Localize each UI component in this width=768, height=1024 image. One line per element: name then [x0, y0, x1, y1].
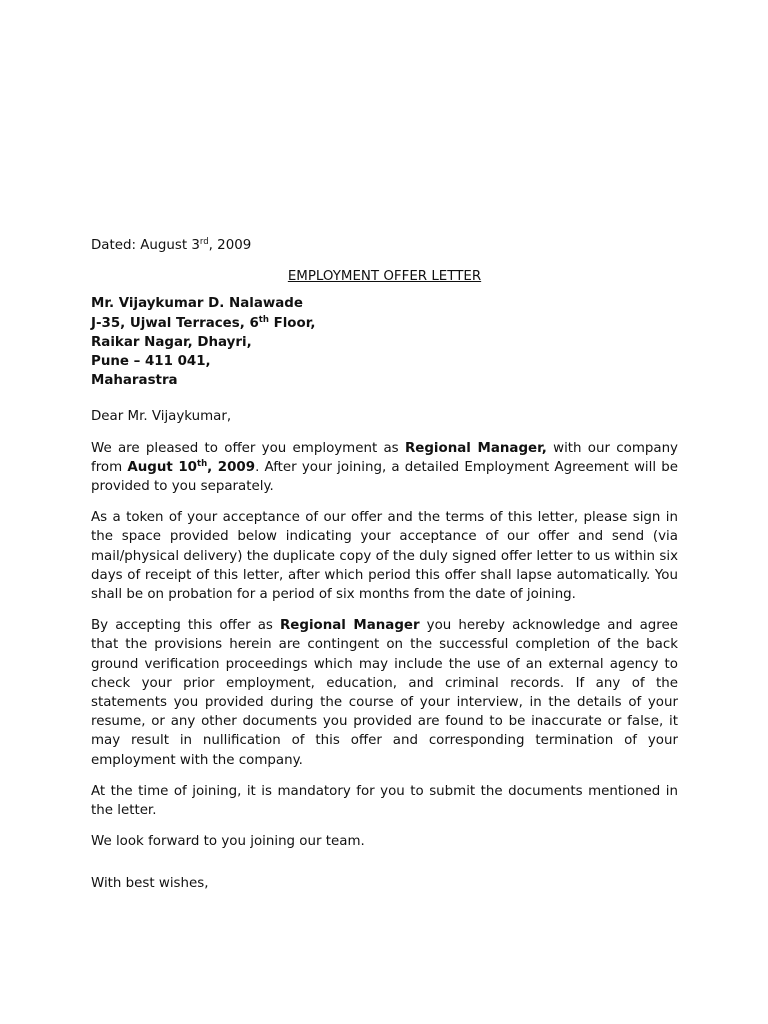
- paragraph-verification-text-1: By accepting this offer as: [91, 618, 280, 634]
- start-date-text: Augut 10: [127, 459, 197, 475]
- letter-title: EMPLOYMENT OFFER LETTER: [287, 269, 482, 285]
- start-date-year: , 2009: [207, 459, 256, 475]
- address-line-1-text: J-35, Ujwal Terraces, 6: [91, 315, 259, 331]
- closing: With best wishes,: [91, 876, 209, 892]
- date-text: Dated: August 3: [91, 238, 200, 253]
- date-ordinal: rd: [199, 237, 209, 247]
- paragraph-acceptance: As a token of your acceptance of our offer and the terms of this letter, please sign in the space provided below indicating your acceptance of our offer and send (via mail/physical delivery) the duplicate copy of the duly signed offer letter to us within six days of receipt of this letter, after which period this offer shall lapse automatically. You shall be on probation for a period of six months from the date of joining.: [91, 510, 678, 603]
- position-title-2: Regional Manager: [279, 618, 420, 634]
- letter-body: [91, 236, 678, 894]
- salutation: Dear Mr. Vijaykumar,: [91, 409, 232, 425]
- recipient-name: Mr. Vijaykumar D. Nalawade: [91, 296, 303, 312]
- recipient-address: [91, 294, 678, 390]
- address-line-4: Maharastra: [91, 373, 178, 389]
- paragraph-offer-text-3: . After your joining, a detailed Employment Agreement will be provided to you separately.: [91, 459, 678, 495]
- paragraph-offer-text-2: with our company from: [91, 440, 678, 475]
- address-line-1-ordinal: th: [258, 314, 269, 325]
- paragraph-verification: [91, 616, 678, 770]
- start-date: [127, 460, 255, 475]
- start-date-ordinal: th: [197, 458, 208, 469]
- paragraph-documents: At the time of joining, it is mandatory for you to submit the documents mentioned in the letter.: [91, 783, 678, 819]
- address-line-2: Raikar Nagar, Dhayri,: [91, 334, 252, 350]
- paragraph-verification-text-2: you hereby acknowledge and agree that the provisions herein are contingent on the successful completion of the back ground verification proceedings which may include the use of an external agency to check your prior employment, education, and criminal records. If any of the statements you provided during the course of your interview, in the details of your resume, or any other documents you provided are found to be inaccurate or false, it may result in nullification of this offer and corresponding termination of your employment with the company.: [91, 618, 678, 768]
- address-line-1: [91, 314, 678, 333]
- address-line-1-suffix: Floor,: [268, 315, 316, 331]
- paragraph-offer: [91, 439, 678, 497]
- paragraph-team: We look forward to you joining our team.: [91, 834, 365, 850]
- date-year: , 2009: [208, 238, 252, 253]
- paragraph-offer-text-1: We are pleased to offer you employment as: [91, 440, 405, 456]
- letter-date: [91, 236, 678, 255]
- address-line-3: Pune – 411 041,: [91, 354, 211, 370]
- position-title: Regional Manager,: [404, 440, 547, 456]
